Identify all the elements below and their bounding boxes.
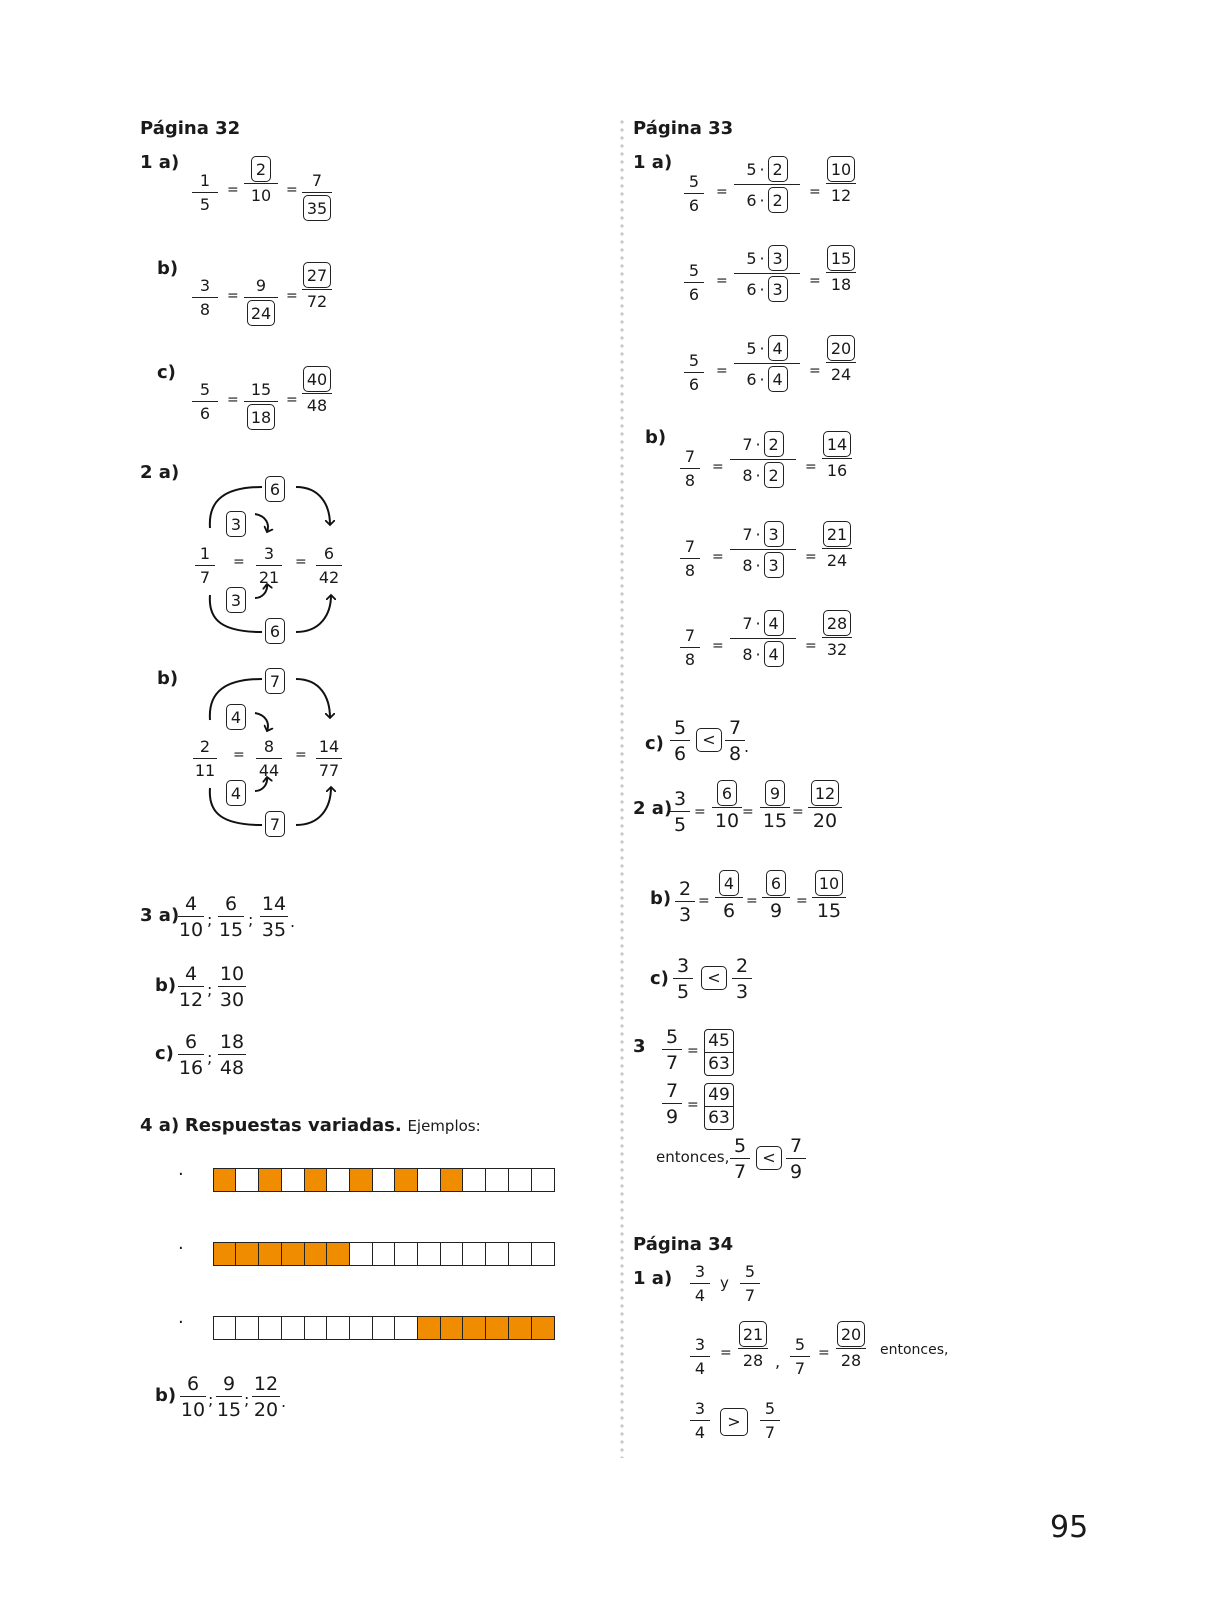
fraction: 5 7 <box>740 1262 760 1306</box>
strip-cell-filled <box>235 1242 259 1266</box>
fraction: 2 3 <box>732 955 752 1003</box>
ex3a-label: 3 a) <box>140 905 180 926</box>
fraction: 8 44 <box>256 737 282 781</box>
strip-cell-empty <box>485 1168 509 1192</box>
strip-cell-empty <box>372 1168 396 1192</box>
compare-symbol: < <box>756 1146 782 1170</box>
fraction-strip <box>214 1242 555 1266</box>
strip-cell-empty <box>349 1316 373 1340</box>
fraction: 7 35 <box>302 171 332 221</box>
page-33-header: Página 33 <box>633 118 734 139</box>
strip-cell-filled <box>326 1242 350 1266</box>
strip-cell-empty <box>213 1316 237 1340</box>
strip-cell-empty <box>508 1168 532 1192</box>
boxed-fraction: 45 63 <box>704 1029 734 1076</box>
fraction: 4 6 <box>715 870 743 922</box>
fraction: 5 7 <box>760 1399 780 1443</box>
outer-multiplier-top: 7 <box>265 668 285 694</box>
strip-cell-empty <box>417 1168 441 1192</box>
strip-cell-empty <box>372 1316 396 1340</box>
strip-cell-empty <box>531 1242 555 1266</box>
r-ex1c-label: c) <box>645 733 664 754</box>
fraction: 7 9 <box>662 1080 682 1128</box>
strip-cell-filled <box>213 1168 237 1192</box>
fraction: 2 3 <box>675 878 695 926</box>
fraction: 40 48 <box>302 366 332 416</box>
strip-cell-filled <box>304 1242 328 1266</box>
strip-cell-empty <box>349 1242 373 1266</box>
fraction: 14 16 <box>822 431 852 481</box>
fraction: 5 6 <box>670 717 690 765</box>
fraction: 6 42 <box>316 544 342 588</box>
strip-cell-empty <box>394 1316 418 1340</box>
strip-cell-empty <box>372 1242 396 1266</box>
strip-cell-filled <box>462 1316 486 1340</box>
inner-multiplier-bottom: 4 <box>226 780 246 806</box>
fraction-strip <box>214 1316 555 1340</box>
multiplied-fraction: 7 · 4 8 · 4 <box>730 610 796 667</box>
fraction: 21 28 <box>738 1321 768 1371</box>
ex1b-label: b) <box>157 258 179 279</box>
page-34-header: Página 34 <box>633 1234 734 1255</box>
inner-multiplier-bottom: 3 <box>226 587 246 613</box>
fraction: 12 20 <box>253 1373 279 1421</box>
ex1a-label: 1 a) <box>140 152 180 173</box>
boxed-fraction: 49 63 <box>704 1083 734 1130</box>
fraction: 7 8 <box>680 447 700 491</box>
r-ex2b-label: b) <box>650 888 672 909</box>
fraction: 15 18 <box>244 380 278 430</box>
fraction: 15 18 <box>826 245 856 295</box>
fraction: 3 21 <box>256 544 282 588</box>
fraction: 3 4 <box>690 1335 710 1379</box>
strip-cell-filled <box>349 1168 373 1192</box>
compare-symbol: > <box>720 1408 748 1436</box>
fraction: 3 5 <box>673 955 693 1003</box>
multiplied-fraction: 7 · 3 8 · 3 <box>730 521 796 578</box>
strip-cell-empty <box>485 1242 509 1266</box>
fraction: 5 6 <box>684 172 704 216</box>
fraction: 6 10 <box>180 1373 206 1421</box>
fraction: 14 77 <box>316 737 342 781</box>
strip-cell-filled <box>258 1168 282 1192</box>
fraction: 27 72 <box>302 262 332 312</box>
page-32-header: Página 32 <box>140 118 241 139</box>
fraction: 1 5 <box>192 171 218 215</box>
strip-cell-empty <box>462 1242 486 1266</box>
p34-ex1a-label: 1 a) <box>633 1268 673 1289</box>
compare-symbol: < <box>696 728 722 752</box>
fraction: 10 12 <box>826 156 856 206</box>
fraction: 3 8 <box>192 276 218 320</box>
multiplied-fraction: 7 · 2 8 · 2 <box>730 431 796 488</box>
fraction: 10 15 <box>812 870 846 922</box>
fraction: 5 7 <box>730 1135 750 1183</box>
outer-multiplier-top: 6 <box>265 476 285 502</box>
ex3c-label: c) <box>155 1043 174 1064</box>
strip-cell-empty <box>304 1316 328 1340</box>
strip-cell-empty <box>235 1316 259 1340</box>
strip-cell-empty <box>281 1168 305 1192</box>
strip-cell-empty <box>440 1242 464 1266</box>
compare-symbol: < <box>701 966 727 990</box>
multiplied-fraction: 5 · 2 6 · 2 <box>734 156 800 213</box>
fraction: 9 24 <box>244 276 278 326</box>
ex2a-label: 2 a) <box>140 462 180 483</box>
multiplied-fraction: 5 · 3 6 · 3 <box>734 245 800 302</box>
ex4a-heading: 4 a) Respuestas variadas. Ejemplos: <box>140 1115 481 1136</box>
strip-cell-filled <box>258 1242 282 1266</box>
fraction: 9 15 <box>216 1373 242 1421</box>
fraction: 6 10 <box>712 780 742 832</box>
strip-cell-empty <box>281 1316 305 1340</box>
fraction: 28 32 <box>822 610 852 660</box>
fraction: 2 11 <box>194 737 216 780</box>
fraction: 20 28 <box>836 1321 866 1371</box>
r-ex1a-label: 1 a) <box>633 152 673 173</box>
fraction: 3 4 <box>690 1262 710 1306</box>
fraction: 7 9 <box>786 1135 806 1183</box>
strip-cell-filled <box>394 1168 418 1192</box>
fraction: 12 20 <box>808 780 842 832</box>
fraction: 5 6 <box>192 380 218 424</box>
fraction: 5 7 <box>790 1335 810 1379</box>
ex1c-label: c) <box>157 362 176 383</box>
fraction: 2 10 <box>244 156 278 206</box>
inner-multiplier-top: 4 <box>226 704 246 730</box>
strip-cell-filled <box>304 1168 328 1192</box>
strip-cell-empty <box>417 1242 441 1266</box>
strip-cell-filled <box>440 1168 464 1192</box>
r-ex2c-label: c) <box>650 968 669 989</box>
r-ex2a-label: 2 a) <box>633 798 673 819</box>
strip-cell-empty <box>326 1316 350 1340</box>
fraction: 14 35 <box>261 893 287 941</box>
fraction: 20 24 <box>826 335 856 385</box>
strip-cell-empty <box>508 1242 532 1266</box>
fraction: 6 15 <box>218 893 244 941</box>
fraction: 3 5 <box>670 788 690 836</box>
column-divider <box>620 118 624 1458</box>
multiplied-fraction: 5 · 4 6 · 4 <box>734 335 800 392</box>
fraction: 5 6 <box>684 351 704 395</box>
fraction: 18 48 <box>219 1031 245 1079</box>
strip-cell-empty <box>326 1168 350 1192</box>
strip-cell-empty <box>462 1168 486 1192</box>
fraction-strip <box>214 1168 555 1192</box>
strip-cell-filled <box>417 1316 441 1340</box>
page-number: 95 <box>1050 1510 1089 1545</box>
inner-multiplier-top: 3 <box>226 511 246 537</box>
strip-cell-filled <box>213 1242 237 1266</box>
strip-cell-filled <box>440 1316 464 1340</box>
fraction: 5 6 <box>684 261 704 305</box>
strip-cell-filled <box>281 1242 305 1266</box>
fraction: 4 12 <box>178 963 204 1011</box>
fraction: 10 30 <box>219 963 245 1011</box>
strip-cell-filled <box>485 1316 509 1340</box>
strip-cell-empty <box>531 1168 555 1192</box>
strip-cell-filled <box>531 1316 555 1340</box>
fraction: 1 7 <box>195 544 215 588</box>
strip-cell-empty <box>258 1316 282 1340</box>
strip-cell-empty <box>235 1168 259 1192</box>
fraction: 7 8 <box>725 717 745 765</box>
fraction: 6 9 <box>762 870 790 922</box>
r-ex3-label: 3 <box>633 1036 646 1057</box>
fraction: 4 10 <box>178 893 204 941</box>
fraction: 7 8 <box>680 537 700 581</box>
fraction: 5 7 <box>662 1026 682 1074</box>
fraction: 9 15 <box>760 780 790 832</box>
ex2b-label: b) <box>157 668 179 689</box>
r-ex1b-label: b) <box>645 427 667 448</box>
fraction: 6 16 <box>178 1031 204 1079</box>
outer-multiplier-bottom: 6 <box>265 618 285 644</box>
strip-cell-filled <box>508 1316 532 1340</box>
fraction: 21 24 <box>822 521 852 571</box>
fraction: 3 4 <box>690 1399 710 1443</box>
outer-multiplier-bottom: 7 <box>265 811 285 837</box>
strip-cell-empty <box>394 1242 418 1266</box>
ex4b-label: b) <box>155 1385 177 1406</box>
fraction: 7 8 <box>680 626 700 670</box>
ex3b-label: b) <box>155 975 177 996</box>
